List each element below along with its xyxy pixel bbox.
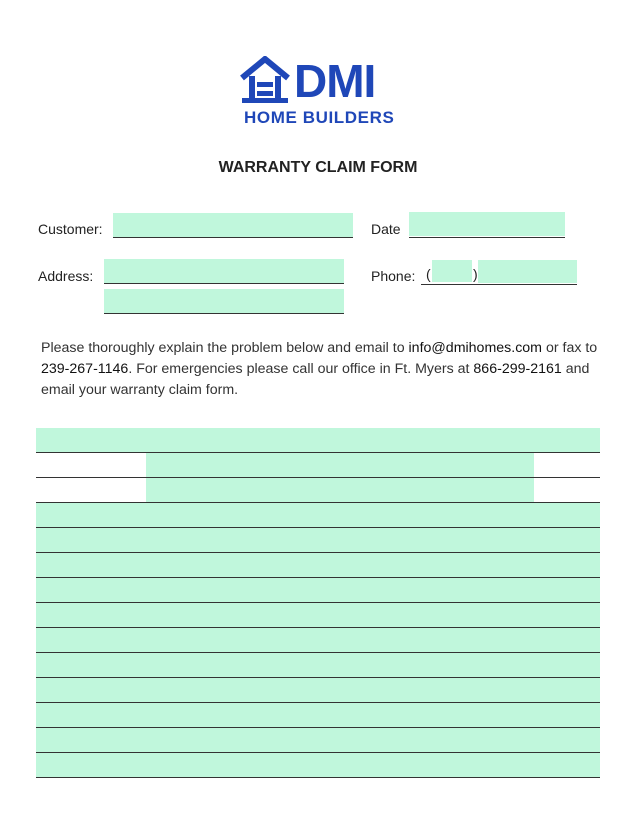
instructions-part1: Please thoroughly explain the problem below and email to	[41, 340, 409, 356]
description-line-3-field[interactable]	[146, 478, 534, 502]
logo-subtitle: HOME BUILDERS	[244, 108, 395, 127]
description-line-4[interactable]	[36, 503, 600, 528]
instructions-part3: . For emergencies please call our office in Ft. Myers at	[128, 361, 474, 377]
description-line-7[interactable]	[36, 578, 600, 603]
problem-description-area	[36, 428, 600, 778]
instructions-fax: 239-267-1146	[41, 361, 129, 377]
instructions-part4: and email your warranty claim form.	[41, 361, 590, 398]
date-label: Date	[371, 221, 401, 237]
instructions-text	[41, 338, 601, 401]
description-line-8[interactable]	[36, 603, 600, 628]
description-line-14[interactable]	[36, 753, 600, 778]
customer-label: Customer:	[38, 221, 103, 237]
instructions-email: info@dmihomes.com	[408, 340, 542, 356]
description-line-1[interactable]	[36, 428, 600, 453]
phone-area-code-field[interactable]	[432, 260, 472, 282]
phone-label: Phone:	[371, 268, 416, 284]
description-line-12[interactable]	[36, 703, 600, 728]
description-line-2-field[interactable]	[146, 453, 534, 477]
form-title: WARRANTY CLAIM FORM	[218, 159, 418, 176]
instructions-phone: 866-299-2161	[473, 361, 562, 377]
address-field-line2[interactable]	[104, 289, 344, 314]
phone-number-field[interactable]	[478, 260, 577, 283]
customer-field[interactable]	[113, 213, 353, 238]
instructions-part2: or fax to	[542, 340, 598, 356]
logo-wordmark: DMI	[294, 55, 376, 107]
address-label: Address:	[38, 268, 94, 284]
description-line-9[interactable]	[36, 628, 600, 653]
date-field[interactable]	[409, 212, 565, 236]
description-line-5[interactable]	[36, 528, 600, 553]
description-line-10[interactable]	[36, 653, 600, 678]
description-line-2	[36, 453, 600, 478]
description-line-3	[36, 478, 600, 503]
phone-open-bracket: (	[426, 266, 431, 282]
address-field-line1[interactable]	[104, 259, 344, 284]
description-line-11[interactable]	[36, 678, 600, 703]
phone-close-bracket: )	[473, 266, 478, 282]
description-line-6[interactable]	[36, 553, 600, 578]
house-icon	[240, 56, 290, 104]
description-line-13[interactable]	[36, 728, 600, 753]
